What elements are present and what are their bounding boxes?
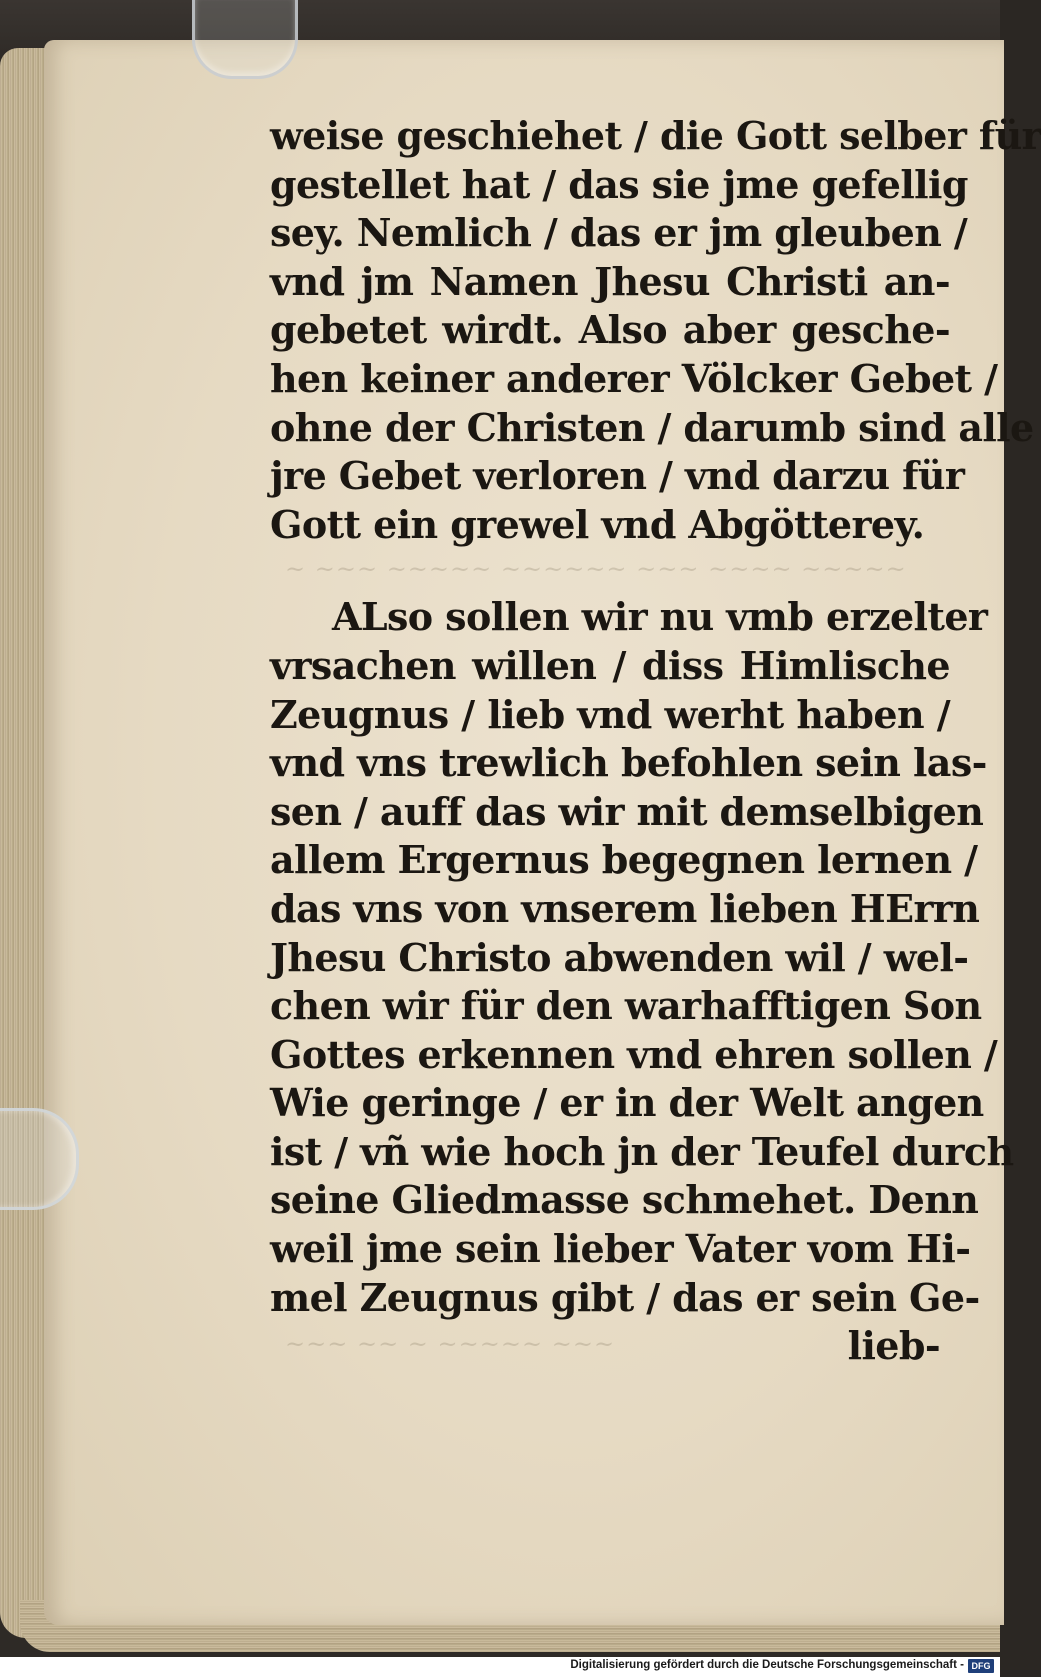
text-line: Jhesu Christo abwenden wil / wel- <box>270 934 969 980</box>
text-line: hen keiner anderer Völcker Gebet / <box>270 355 998 401</box>
bleed-through-decoration: ~~~ ~~ ~ ~~~~~ ~~~ <box>285 1330 616 1358</box>
text-line: allem Ergernus begegnen lernen / <box>270 837 978 883</box>
page-text <box>270 112 1041 1371</box>
text-line: Zeugnus / lieb vnd werht haben / <box>270 691 950 737</box>
text-line: sen / auff das wir mit demselbigen <box>270 788 984 834</box>
text-line: sey. Nemlich / das er jm gleuben / <box>270 210 968 256</box>
text-line: chen wir für den warhafftigen Son <box>270 983 982 1029</box>
catchword: lieb- <box>847 1323 940 1369</box>
text-line: mel Zeugnus gibt / das er sein Ge- <box>270 1274 980 1320</box>
funding-credit: Digitalisierung gefördert durch die Deutsche Forschungsgemeinschaft - <box>570 1659 964 1671</box>
text-line: Wie geringe / er in der Welt angen <box>270 1080 984 1126</box>
text-line: vrsachen willen / diss Himlische <box>270 642 950 688</box>
bleed-through-decoration: ~ ~~~ ~~~~~ ~~~~~~ ~~~ ~~~~ ~~~~~ <box>285 555 907 583</box>
page-clip-top <box>192 0 298 79</box>
text-line: weise geschiehet / die Gott selber für <box>270 113 1041 158</box>
text-line: Gottes erkennen vnd ehren sollen / <box>270 1031 998 1077</box>
paragraph-gap <box>270 549 950 593</box>
text-line: jre Gebet verloren / vnd darzu für <box>270 453 965 499</box>
text-line: vnd vns trewlich befohlen sein las- <box>270 740 987 786</box>
text-line: das vns von vnserem lieben HErrn <box>270 885 980 931</box>
text-line: ohne der Christen / darumb sind alle <box>270 404 1034 450</box>
text-line: Gott ein grewel vnd Abgötterey. <box>270 501 925 547</box>
dfg-logo-icon: DFG <box>968 1659 994 1673</box>
text-line: vnd jm Namen Jhesu Christi an- <box>270 258 950 304</box>
text-line: gebetet wirdt. Also aber gesche- <box>270 307 950 353</box>
text-line: gestellet hat / das sie jme gefellig <box>270 161 968 207</box>
page-clip-left <box>0 1108 79 1210</box>
text-line: ALso sollen wir nu vmb erzelter <box>332 594 988 640</box>
text-line: seine Gliedmasse schmehet. Denn <box>270 1177 979 1223</box>
text-line: weil jme sein lieber Vater vom Hi- <box>270 1226 971 1272</box>
text-line: ist / vñ wie hoch jn der Teufel durch <box>270 1128 1014 1174</box>
